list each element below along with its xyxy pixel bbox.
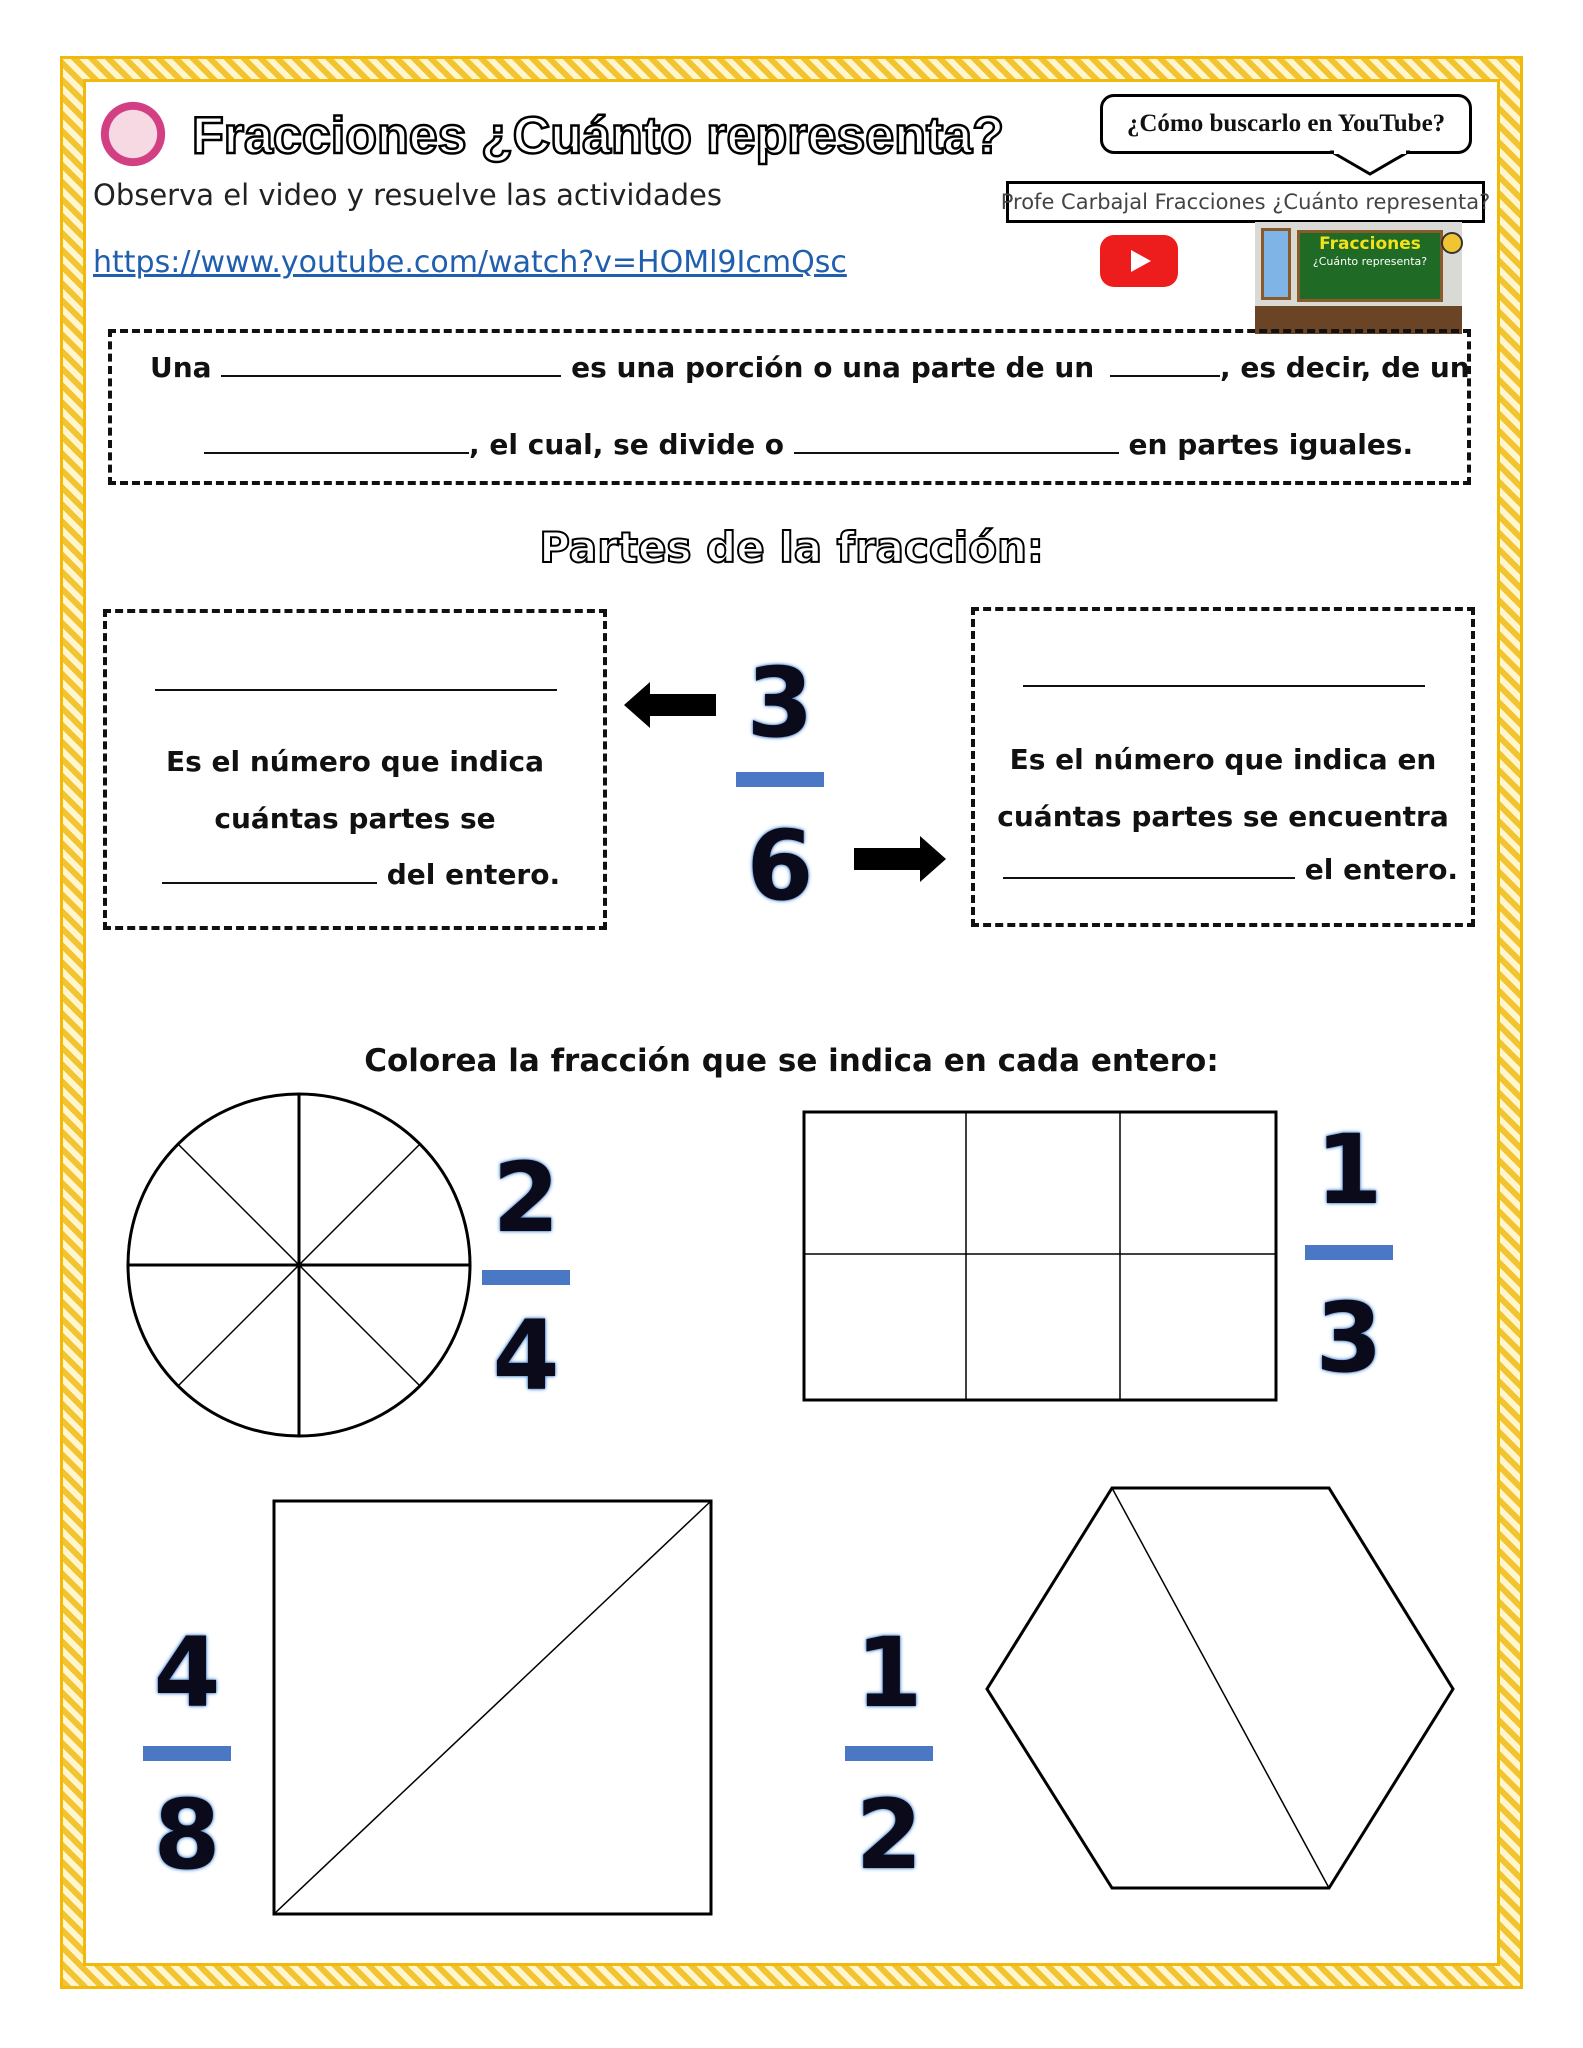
numerator-desc-3 — [162, 846, 603, 903]
text: , el cual, se divide o — [469, 428, 785, 461]
denominator-desc-1: Es el número que indica en — [1009, 743, 1437, 776]
text: del entero. — [386, 858, 561, 891]
blank-whole[interactable] — [1110, 374, 1220, 377]
arrow-right-icon — [852, 834, 946, 884]
numerator-box — [103, 609, 607, 930]
denominator-desc-2: cuántas partes se encuentra — [997, 800, 1449, 833]
window-icon — [1261, 228, 1291, 300]
text: es una porción o una parte de un — [571, 351, 1095, 384]
numerator-desc-2: cuántas partes se — [214, 802, 496, 835]
square-denominator: 8 — [153, 1779, 221, 1891]
circle-numerator: 2 — [492, 1142, 560, 1254]
thumbnail-title: Fracciones — [1319, 234, 1421, 254]
denominator-box — [971, 607, 1475, 927]
search-query-box: Profe Carbajal Fracciones ¿Cuánto representa? — [1006, 181, 1485, 223]
instructions-text: Observa el video y resuelve las actividades — [93, 178, 722, 212]
example-numerator: 3 — [746, 647, 814, 759]
blank-taken[interactable] — [162, 881, 377, 884]
text: el entero. — [1304, 853, 1459, 886]
answer-line[interactable] — [155, 689, 557, 691]
text: en partes iguales. — [1128, 428, 1414, 461]
numerator-desc-1: Es el número que indica — [165, 745, 545, 778]
fraction-bar — [143, 1746, 231, 1761]
rectangle-denominator: 3 — [1315, 1282, 1383, 1394]
blank-fraction[interactable] — [221, 374, 561, 377]
denominator-desc-3 — [1003, 841, 1471, 898]
chalkboard — [1297, 230, 1443, 302]
square-numerator: 4 — [153, 1617, 221, 1729]
fraction-bar — [845, 1746, 933, 1761]
answer-line[interactable] — [1023, 685, 1425, 687]
definition-line-1 — [150, 351, 1470, 384]
section-heading-parts: Partes de la fracción: — [539, 523, 1044, 572]
fraction-bar — [482, 1270, 570, 1285]
video-thumbnail[interactable] — [1255, 222, 1462, 334]
fraction-bar — [1305, 1245, 1393, 1260]
callout-tail — [1330, 150, 1410, 178]
activity-instruction: Colorea la fracción que se indica en cada entero: — [364, 1043, 1219, 1079]
arrow-left-icon — [624, 680, 718, 730]
blank-divided[interactable] — [1003, 876, 1295, 879]
thumbnail-subtitle: ¿Cuánto representa? — [1312, 255, 1428, 268]
video-link[interactable]: https://www.youtube.com/watch?v=HOMl9IcmQsc — [93, 245, 847, 280]
fraction-bar — [736, 772, 824, 787]
page-title: Fracciones ¿Cuánto representa? — [192, 107, 1004, 165]
hexagon-numerator: 1 — [855, 1617, 923, 1729]
rectangle-numerator: 1 — [1315, 1114, 1383, 1226]
example-denominator: 6 — [746, 810, 814, 922]
blank-unit[interactable] — [204, 451, 469, 454]
youtube-search-callout: ¿Cómo buscarlo en YouTube? — [1100, 94, 1472, 154]
youtube-logo-icon[interactable] — [1100, 235, 1178, 287]
clock-icon — [1441, 232, 1463, 254]
hexagon-denominator: 2 — [855, 1779, 923, 1891]
circle-denominator: 4 — [492, 1300, 560, 1412]
definition-line-2 — [204, 428, 1413, 461]
definition-box — [108, 329, 1471, 485]
text: Una — [150, 351, 212, 384]
teacher-logo — [94, 98, 172, 170]
text: , es decir, de un — [1219, 351, 1470, 384]
blank-split[interactable] — [794, 451, 1119, 454]
